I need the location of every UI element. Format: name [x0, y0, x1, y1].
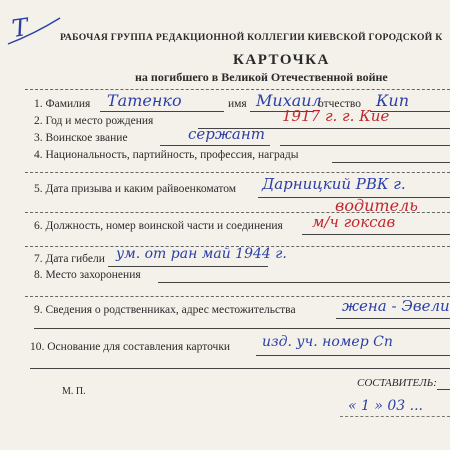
birth-value: 1917 г. г. Кие — [282, 107, 390, 125]
surname-line — [100, 111, 224, 112]
patronymic-label: отчество — [318, 98, 362, 110]
position-value: м/ч гоксав — [312, 213, 396, 231]
rank-line-2 — [280, 145, 450, 146]
basis-label: 10. Основание для составления карточки — [30, 341, 231, 353]
burial-label: 8. Место захоронения — [34, 269, 141, 281]
burial-line — [158, 282, 450, 283]
death-date-line — [108, 266, 268, 267]
basis-line — [256, 355, 450, 356]
nationality-line — [332, 162, 450, 163]
rank-value: сержант — [188, 125, 265, 143]
position-label: 6. Должность, номер воинской части и соединения — [34, 220, 283, 232]
relatives-label: 9. Сведения о родственниках, адрес местожительства — [34, 304, 296, 316]
surname-label: 1. Фамилия — [34, 98, 91, 110]
basis-value: изд. уч. номер Сп — [262, 334, 393, 350]
death-date-label: 7. Дата гибели — [34, 253, 105, 265]
card-subtitle: на погибшего в Великой Отечественной войне — [135, 70, 388, 84]
patronymic-value: Кип — [376, 91, 409, 110]
conscription-label: 5. Дата призыва и каким райвоенкоматом — [34, 183, 237, 195]
name-label: имя — [228, 98, 247, 110]
archive-mark: Т — [10, 13, 30, 43]
surname-value: Татенко — [107, 91, 182, 110]
relatives-line-2 — [34, 328, 450, 329]
nationality-label: 4. Национальность, партийность, профессия, награды — [34, 149, 299, 161]
rank-label: 3. Воинское звание — [34, 132, 128, 144]
basis-line-2 — [30, 368, 450, 369]
relatives-line — [336, 318, 450, 319]
rank-line — [160, 145, 270, 146]
stamp-mp: М. П. — [62, 386, 86, 397]
position-line — [302, 234, 450, 235]
birth-label: 2. Год и место рождения — [34, 115, 154, 127]
separator-2 — [25, 172, 450, 173]
date-line — [340, 416, 450, 417]
name-value: Михаил — [256, 91, 322, 110]
relatives-value: жена - Эвели — [342, 297, 450, 315]
card-date: « 1 » 03 ... — [348, 398, 424, 414]
separator-top — [25, 89, 450, 90]
compiler-label: СОСТАВИТЕЛЬ: — [357, 377, 437, 389]
org-header: РАБОЧАЯ ГРУППА РЕДАКЦИОННОЙ КОЛЛЕГИИ КИЕВСКОЙ ГОРОДСКОЙ К — [60, 32, 443, 43]
archive-mark-underline — [4, 10, 64, 50]
conscription-value: Дарницкий РВК г. — [262, 175, 406, 193]
conscription-extra: водитель — [335, 196, 418, 215]
card-title: КАРТОЧКА — [233, 52, 330, 68]
death-date-value: ум. от ран май 1944 г. — [116, 246, 287, 262]
compiler-line — [437, 389, 450, 390]
